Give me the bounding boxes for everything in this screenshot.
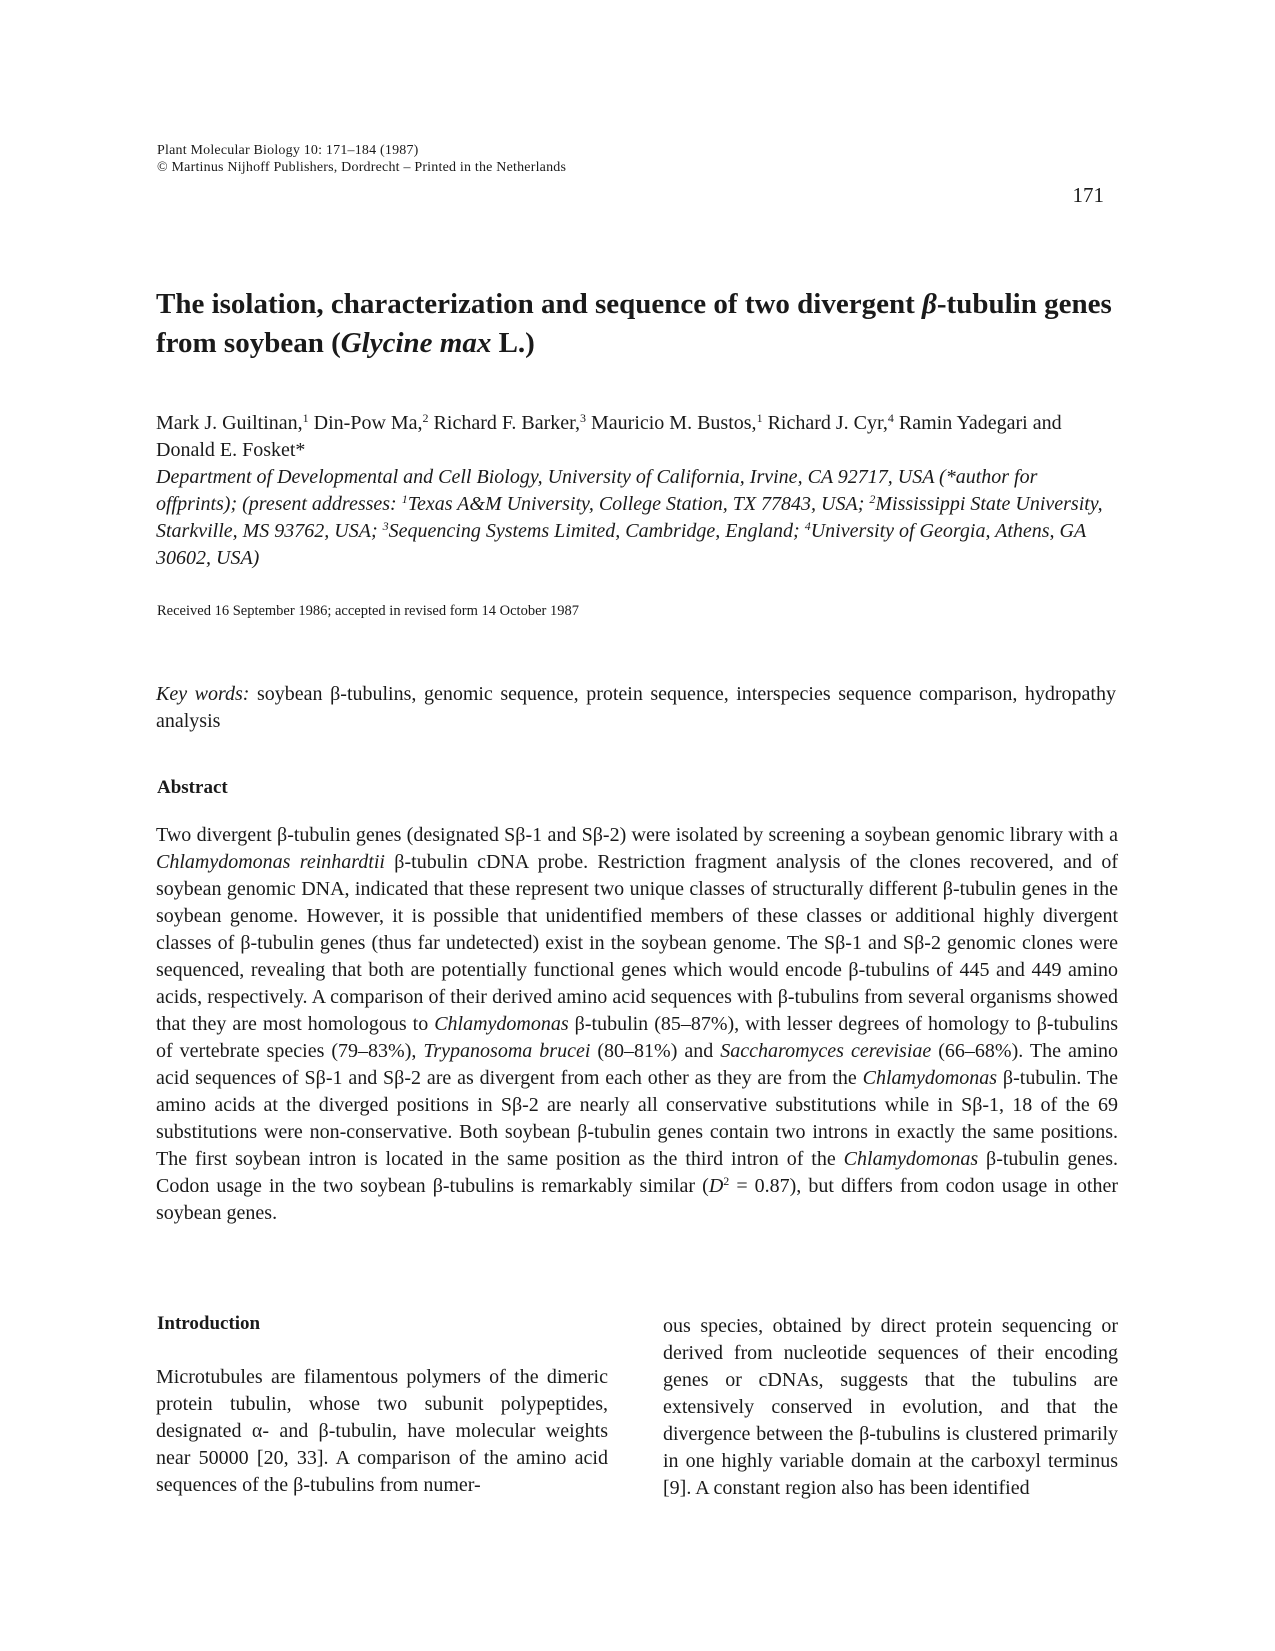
author-name: Richard F. Barker, — [428, 412, 580, 434]
author-affiliation-mark: 1 — [302, 411, 309, 425]
author-affiliation-mark: 4 — [887, 411, 894, 425]
introduction-heading: Introduction — [157, 1313, 261, 1334]
abstract-text: β-tubulin (85–87%), with lesser degrees of homology to β-tubulins of vertebrate species (79–83%), — [156, 1013, 1118, 1062]
abstract-species: Trypanosoma brucei — [423, 1040, 591, 1062]
introduction-left-column: Microtubules are filamentous polymers of the dimeric protein tubulin, whose two subunit polypeptides, designated α- and β-tubulin, have molecular weights near 50000 [20, 33]. A comparison of the amino acid sequences of the β-tubulins from numer- — [156, 1366, 608, 1496]
abstract-text: β-tubulin cDNA probe. Restriction fragment analysis of the clones recovered, and of soybean genomic DNA, indicated that these represent two unique classes of structurally different β-tubulin genes in the soybean genome. However, it is possible that unidentified members of these classes or additional highly divergent classes of β-tubulin genes (thus far undetected) exist in the soybean genome. The Sβ-1 and Sβ-2 genomic clones were sequenced, revealing that both are potentially functional genes which would encode β-tubulins of 445 and 449 amino acids, respectively. A comparison of their derived amino acid sequences with β-tubulins from several organisms showed that they are most homologous to — [156, 851, 1118, 1035]
affiliation-1: Texas A&M University, College Station, TX 77843, USA; — [407, 493, 870, 515]
author-name: Richard J. Cyr, — [762, 412, 888, 434]
title-part-2: -tubulin genes from soybean ( — [156, 288, 1112, 359]
keywords — [156, 681, 1116, 735]
title-beta: β — [922, 288, 937, 320]
affiliation-main: Department of Developmental and Cell Biology, University of California, Irvine, CA 92717, USA (*author for offprints); (present addresses: — [156, 466, 1038, 515]
abstract-text: β-tubulin. The amino acids at the diverged positions in Sβ-2 are nearly all conservative substitutions while in Sβ-1, 18 of the 69 substitutions were non-conservative. Both soybean β-tubulin genes contain two introns in exactly the same positions. The first soybean intron is located in the same position as the third intron of the — [156, 1067, 1118, 1170]
abstract-species: Chlamydomonas reinhardtii — [156, 851, 385, 873]
received-dates: Received 16 September 1986; accepted in revised form 14 October 1987 — [157, 603, 579, 619]
author-name: Ramin Yadegari and Donald E. Fosket* — [156, 412, 1062, 461]
journal-line-2: © Martinus Nijhoff Publishers, Dordrecht – Printed in the Netherlands — [157, 160, 567, 175]
abstract-variable: D — [708, 1175, 724, 1197]
abstract-text: = 0.87), but differs from codon usage in other soybean genes. — [156, 1175, 1118, 1224]
abstract-text: β-tubulin genes. Codon usage in the two soybean β-tubulins is remarkably similar ( — [156, 1148, 1119, 1197]
abstract-species: Chlamydomonas — [434, 1013, 569, 1035]
abstract-text: Two divergent β-tubulin genes (designated Sβ-1 and Sβ-2) were isolated by screening a soybean genomic library with a — [156, 824, 1118, 846]
introduction-right-column: ous species, obtained by direct protein sequencing or derived from nucleotide sequences of their encoding genes or cDNAs, suggests that the tubulins are extensively conserved in evolution, and that the divergence between the β-tubulins is clustered primarily in one highly variable domain at the carboxyl terminus [9]. A constant region also has been identified — [663, 1315, 1118, 1499]
abstract-species: Chlamydomonas — [862, 1067, 998, 1089]
title-part-1: The isolation, characterization and sequence of two divergent — [156, 288, 923, 320]
keywords-label: Key words: — [156, 683, 250, 705]
abstract-text: (66–68%). The amino acid sequences of Sβ-1 and Sβ-2 are as divergent from each other as they are from the — [156, 1040, 1118, 1089]
abstract-heading: Abstract — [157, 777, 228, 798]
author-name: Mauricio M. Bustos, — [586, 412, 757, 434]
author-name: Mark J. Guiltinan, — [156, 412, 303, 434]
keywords-text: soybean β-tubulins, genomic sequence, protein sequence, interspecies sequence comparison, hydropathy analysis — [156, 683, 1116, 732]
journal-line-1: Plant Molecular Biology 10: 171–184 (1987) — [157, 143, 419, 158]
author-affiliation-mark: 3 — [580, 411, 586, 425]
page-number: 171 — [1072, 183, 1104, 207]
abstract-text: (80–81%) and — [590, 1040, 721, 1062]
abstract-exponent: 2 — [723, 1174, 730, 1188]
author-name: Din-Pow Ma, — [308, 412, 423, 434]
abstract-species: Saccharomyces cerevisiae — [720, 1040, 932, 1062]
title-species: Glycine max — [340, 327, 492, 359]
article-title — [156, 285, 1116, 363]
abstract-body — [156, 822, 1118, 1227]
journal-citation — [157, 142, 566, 176]
abstract-species: Chlamydomonas — [843, 1148, 979, 1170]
title-part-3: L.) — [491, 327, 535, 359]
affiliation-3: Sequencing Systems Limited, Cambridge, England; — [388, 520, 805, 542]
author-list — [156, 410, 1116, 464]
affiliation-2: Mississippi State University, Starkville, MS 93762, USA; — [156, 493, 1103, 542]
affiliation-4: University of Georgia, Athens, GA 30602, USA) — [156, 520, 1086, 569]
affiliations: Department of Developmental and Cell Biology, University of California, Irvine, CA 92717, USA (*author for offprints); (present addresses: $^1$Texas A&M University, College Station, TX 77843, USA; $^2$Mississippi State University, Starkville, MS 93762, USA; $^3$Sequencing Systems Limited, Cambridge, England; $^4$University of Georgia, Athens, GA 30602, USA) — [156, 466, 1103, 569]
author-affiliation-mark: 2 — [422, 411, 429, 425]
author-affiliation-mark: 1 — [756, 411, 763, 425]
